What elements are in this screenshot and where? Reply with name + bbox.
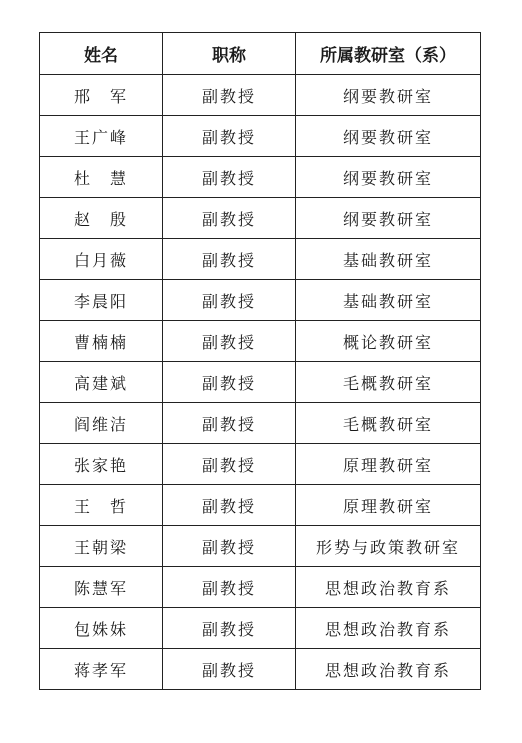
department-cell: 基础教研室	[296, 239, 481, 280]
department-cell: 纲要教研室	[296, 75, 481, 116]
department-cell: 概论教研室	[296, 321, 481, 362]
title-cell: 副教授	[163, 116, 296, 157]
title-cell: 副教授	[163, 526, 296, 567]
name-cell: 李晨阳	[40, 280, 163, 321]
table-row	[40, 362, 481, 403]
header-department: 所属教研室（系）	[296, 33, 481, 75]
table-row	[40, 444, 481, 485]
department-cell: 思想政治教育系	[296, 608, 481, 649]
department-cell: 毛概教研室	[296, 362, 481, 403]
name-cell: 杜 慧	[40, 157, 163, 198]
table-row	[40, 280, 481, 321]
table-row	[40, 321, 481, 362]
department-cell: 思想政治教育系	[296, 649, 481, 690]
header-name: 姓名	[40, 33, 163, 75]
title-cell: 副教授	[163, 444, 296, 485]
title-cell: 副教授	[163, 649, 296, 690]
table-row	[40, 608, 481, 649]
table-body	[40, 75, 481, 690]
table-row	[40, 198, 481, 239]
name-cell: 王 哲	[40, 485, 163, 526]
title-cell: 副教授	[163, 362, 296, 403]
title-cell: 副教授	[163, 280, 296, 321]
table-row	[40, 649, 481, 690]
staff-table	[39, 32, 481, 690]
department-cell: 原理教研室	[296, 444, 481, 485]
name-cell: 白月薇	[40, 239, 163, 280]
title-cell: 副教授	[163, 403, 296, 444]
table-row	[40, 485, 481, 526]
title-cell: 副教授	[163, 567, 296, 608]
name-cell: 蒋孝军	[40, 649, 163, 690]
table-header-row	[40, 33, 481, 75]
title-cell: 副教授	[163, 321, 296, 362]
department-cell: 基础教研室	[296, 280, 481, 321]
name-cell: 王朝梁	[40, 526, 163, 567]
department-cell: 纲要教研室	[296, 198, 481, 239]
name-cell: 高建斌	[40, 362, 163, 403]
table-row	[40, 526, 481, 567]
title-cell: 副教授	[163, 239, 296, 280]
title-cell: 副教授	[163, 198, 296, 239]
table-row	[40, 239, 481, 280]
title-cell: 副教授	[163, 157, 296, 198]
table-row	[40, 403, 481, 444]
department-cell: 形势与政策教研室	[296, 526, 481, 567]
department-cell: 原理教研室	[296, 485, 481, 526]
name-cell: 张家艳	[40, 444, 163, 485]
department-cell: 思想政治教育系	[296, 567, 481, 608]
title-cell: 副教授	[163, 485, 296, 526]
department-cell: 纲要教研室	[296, 157, 481, 198]
table-row	[40, 567, 481, 608]
name-cell: 阎维洁	[40, 403, 163, 444]
name-cell: 曹楠楠	[40, 321, 163, 362]
title-cell: 副教授	[163, 608, 296, 649]
name-cell: 邢 军	[40, 75, 163, 116]
department-cell: 纲要教研室	[296, 116, 481, 157]
table-row	[40, 75, 481, 116]
title-cell: 副教授	[163, 75, 296, 116]
table-row	[40, 116, 481, 157]
name-cell: 包姝妹	[40, 608, 163, 649]
name-cell: 赵 殷	[40, 198, 163, 239]
table-row	[40, 157, 481, 198]
name-cell: 陈慧军	[40, 567, 163, 608]
department-cell: 毛概教研室	[296, 403, 481, 444]
name-cell: 王广峰	[40, 116, 163, 157]
header-title: 职称	[163, 33, 296, 75]
